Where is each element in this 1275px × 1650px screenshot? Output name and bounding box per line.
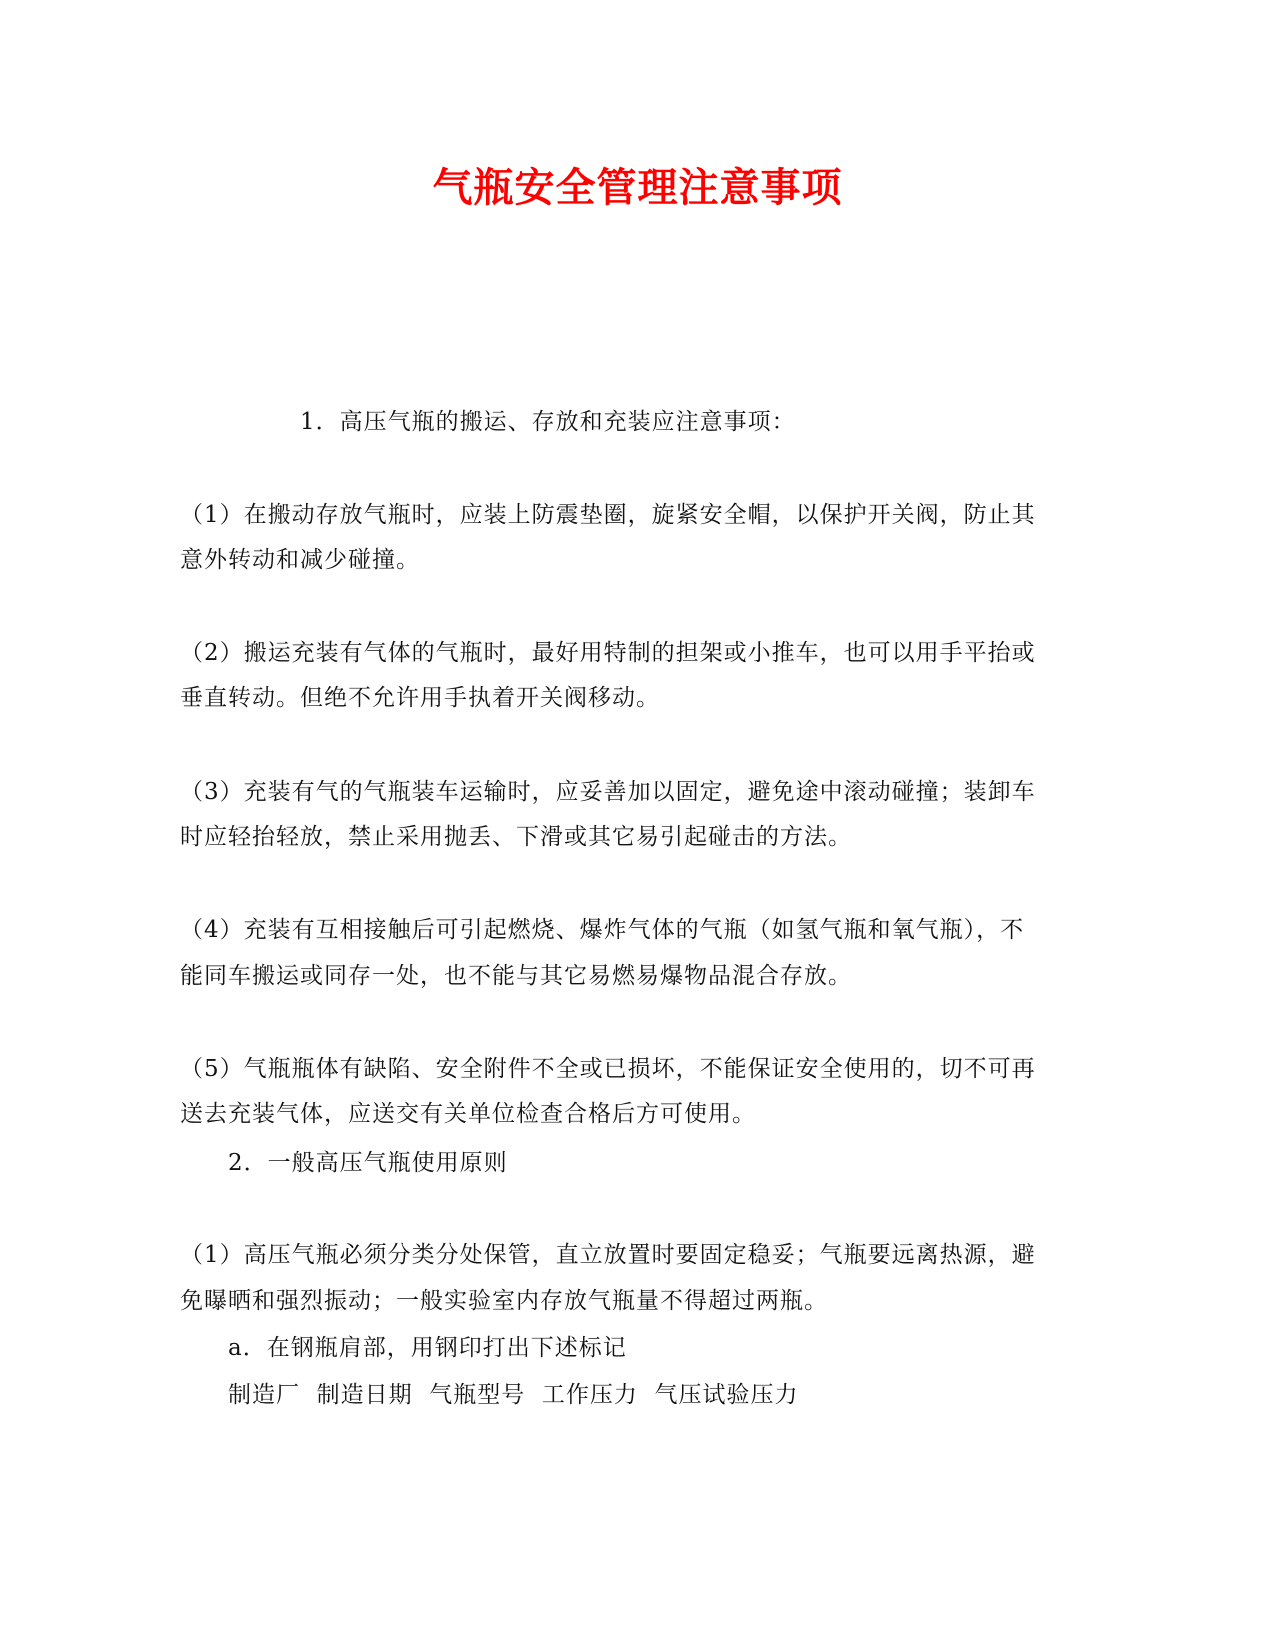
paragraph-line: 送去充装气体，应送交有关单位检查合格后方可使用。 — [180, 1101, 756, 1127]
paragraph-line: （1）高压气瓶必须分类分处保管，直立放置时要固定稳妥；气瓶要远离热源，避 — [180, 1242, 1036, 1268]
paragraph-line: 垂直转动。但绝不允许用手执着开关阀移动。 — [180, 685, 660, 711]
paragraph-line: （1）在搬动存放气瓶时，应装上防震垫圈，旋紧安全帽，以保护开关阀，防止其 — [180, 502, 1036, 528]
section-heading-1: 1．高压气瓶的搬运、存放和充装应注意事项： — [300, 409, 796, 435]
paragraph-line: 能同车搬运或同存一处，也不能与其它易燃易爆物品混合存放。 — [180, 963, 852, 989]
paragraph-line: （3）充装有气的气瓶装车运输时，应妥善加以固定，避免途中滚动碰撞；装卸车 — [180, 779, 1036, 805]
paragraph-line: （2）搬运充装有气体的气瓶时，最好用特制的担架或小推车，也可以用手平抬或 — [180, 640, 1036, 666]
document-title: 气瓶安全管理注意事项 — [432, 164, 843, 211]
paragraph-line: （5）气瓶瓶体有缺陷、安全附件不全或已损坏，不能保证安全使用的，切不可再 — [180, 1056, 1036, 1082]
paragraph-line: 免曝晒和强烈振动；一般实验室内存放气瓶量不得超过两瓶。 — [180, 1288, 828, 1314]
sub-item-a: a．在钢瓶肩部，用钢印打出下述标记 — [228, 1335, 627, 1361]
paragraph-line: 意外转动和减少碰撞。 — [180, 547, 420, 573]
paragraph-line: （4）充装有互相接触后可引起燃烧、爆炸气体的气瓶（如氢气瓶和氧气瓶），不 — [180, 917, 1025, 943]
paragraph-line: 时应轻抬轻放，禁止采用抛丢、下滑或其它易引起碰击的方法。 — [180, 824, 852, 850]
marking-list: 制造厂 制造日期 气瓶型号 工作压力 气压试验压力 — [228, 1382, 799, 1408]
section-heading-2: 2．一般高压气瓶使用原则 — [228, 1150, 508, 1176]
